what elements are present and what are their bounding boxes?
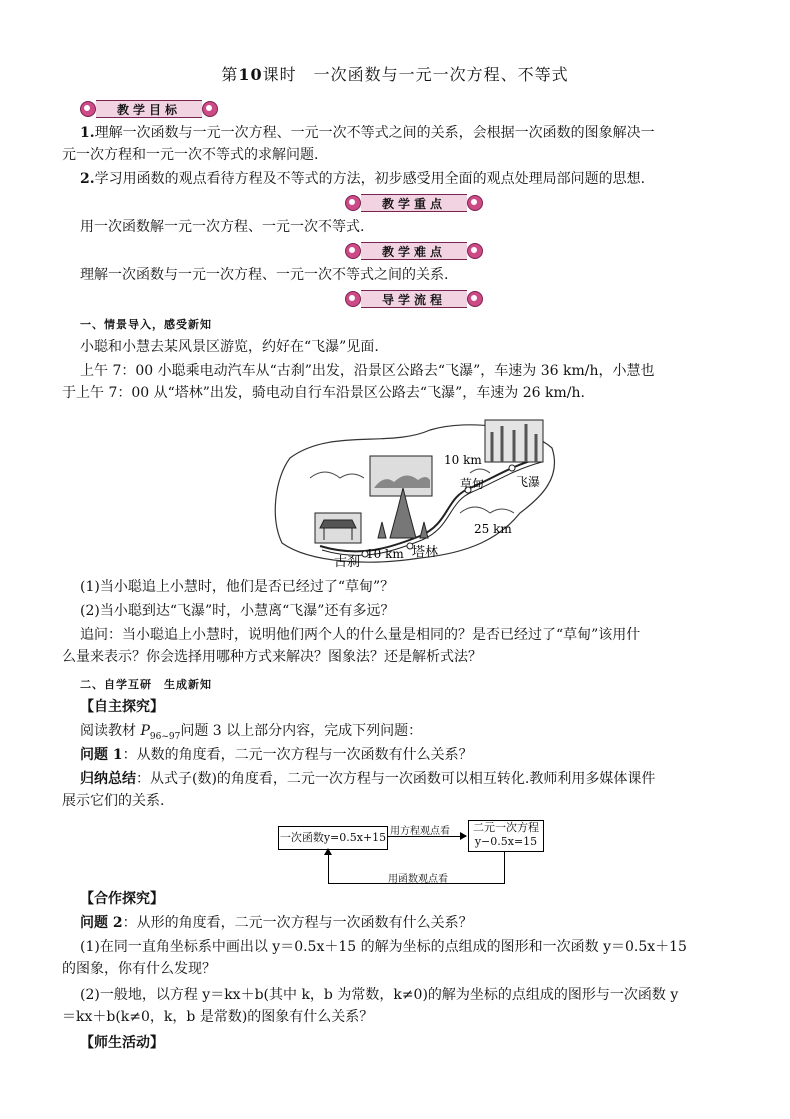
arrow-up-icon [324, 848, 332, 855]
equation-view-label: 用方程观点看 [390, 826, 450, 837]
sub-question-2: (2)一般地，以方程 y＝kx＋b(其中 k，b 为常数，k≠0)的解为坐标的点组成的图形与一次函数 y ＝kx＋b(k≠0，k，b 是常数)的图象有什么关系？ [62, 987, 679, 1025]
feipu-point [509, 465, 515, 471]
teacher-student-activity-label: 【师生活动】 [80, 1035, 164, 1051]
difficulty-text: 理解一次函数与一元一次方程、一元一次不等式之间的关系. [80, 267, 449, 283]
talin-label: 塔林 [412, 545, 439, 560]
banner-cap-icon [80, 101, 96, 117]
sub-question-1: (1)在同一直角坐标系中画出以 y＝0.5x＋15 的解为坐标的点组成的图形和一次函数 y＝0.5x＋15 的图象，你有什么发现？ [62, 939, 687, 977]
hill-shape [460, 507, 514, 513]
question-2: (2)当小聪到达“飞瀑”时，小慧离“飞瀑”还有多远？ [80, 603, 395, 619]
summary: 归纳总结：从式子(数)的角度看，二元一次方程与一次函数可以相互转化.教师利用多媒体课件 展示它们的关系. [62, 771, 656, 809]
caodian-label: 草甸 [460, 477, 485, 491]
self-explore-label: 【自主探究】 [80, 699, 164, 715]
page-title: 第10课时 一次函数与一元一次方程、不等式 [221, 65, 569, 84]
hill-shape [470, 469, 490, 473]
return-line [504, 851, 505, 883]
section-2-heading: 二、自学互研 生成新知 [80, 678, 212, 691]
section-1-p1: 小聪和小慧去某风景区游览，约好在“飞瀑”见面. [80, 339, 379, 355]
key-point-text: 用一次函数解一元一次方程、一元一次不等式. [80, 219, 365, 235]
objective-2: 2.学习用函数的观点看待方程及不等式的方法，初步感受用全面的观点处理局部问题的思想. [80, 171, 646, 187]
linear-function-box: 一次函数y=0.5x+15 [278, 826, 388, 850]
scenic-map [270, 418, 560, 570]
problem-2: 问题 2：从形的角度看，二元一次方程与一次函数有什么关系？ [80, 915, 473, 931]
banner-cap-icon [345, 243, 361, 259]
banner-key-point: 教学重点 [345, 194, 483, 212]
distance-label: 10 km [366, 547, 404, 561]
follow-up-question: 追问：当小聪追上小慧时，说明他们两个人的什么量是相同的？是否已经过了“草甸”该用什 么量来表示？你会选择用哪种方式来解决？图象法？还是解析式法？ [62, 627, 641, 665]
reading-instruction: 阅读教材 $P_{96\sim 97}$问题 3 以上部分内容，完成下列问题： [80, 723, 423, 742]
relation-diagram [278, 820, 548, 886]
function-view-label: 用函数观点看 [388, 874, 448, 885]
objective-1: 1.理解一次函数与一元一次方程、一元一次不等式之间的关系，会根据一次函数的图象解决一 元一次方程和一元一次不等式的求解问题. [62, 125, 655, 163]
banner-cap-icon [467, 291, 483, 307]
feipu-label: 飞瀑 [516, 475, 541, 489]
banner-objectives: 教学目标 [80, 100, 218, 118]
caodian-picture [370, 456, 432, 496]
section-1-heading: 一、情景导入，感受新知 [80, 318, 212, 331]
scenic-map-svg [270, 418, 560, 570]
banner-difficulty: 教学难点 [345, 242, 483, 260]
banner-cap-icon [202, 101, 218, 117]
banner-cap-icon [467, 243, 483, 259]
gucha-label: 古刹 [334, 555, 361, 570]
coop-explore-label: 【合作探究】 [80, 891, 164, 907]
banner-process: 导学流程 [345, 290, 483, 308]
distance-label: 25 km [474, 522, 512, 536]
arrow-right-icon [460, 832, 467, 840]
question-1: (1)当小聪追上小慧时，他们是否已经过了“草甸”？ [80, 579, 395, 595]
equation-box: 二元一次方程 y−0.5x=15 [468, 820, 544, 852]
banner-cap-icon [345, 195, 361, 211]
banner-cap-icon [345, 291, 361, 307]
problem-1: 问题 1：从数的角度看，二元一次方程与一次函数有什么关系？ [80, 747, 473, 763]
section-1-p2: 上午 7：00 小聪乘电动汽车从“古刹”出发，沿景区公路去“飞瀑”，车速为 36 km/h，小慧也 于上午 7：00 从“塔林”出发，骑电动自行车沿景区公路去“飞瀑”，车速为 26 km/h. [62, 363, 655, 401]
hill-shape [310, 472, 364, 478]
distance-label: 10 km [444, 453, 482, 467]
banner-cap-icon [467, 195, 483, 211]
